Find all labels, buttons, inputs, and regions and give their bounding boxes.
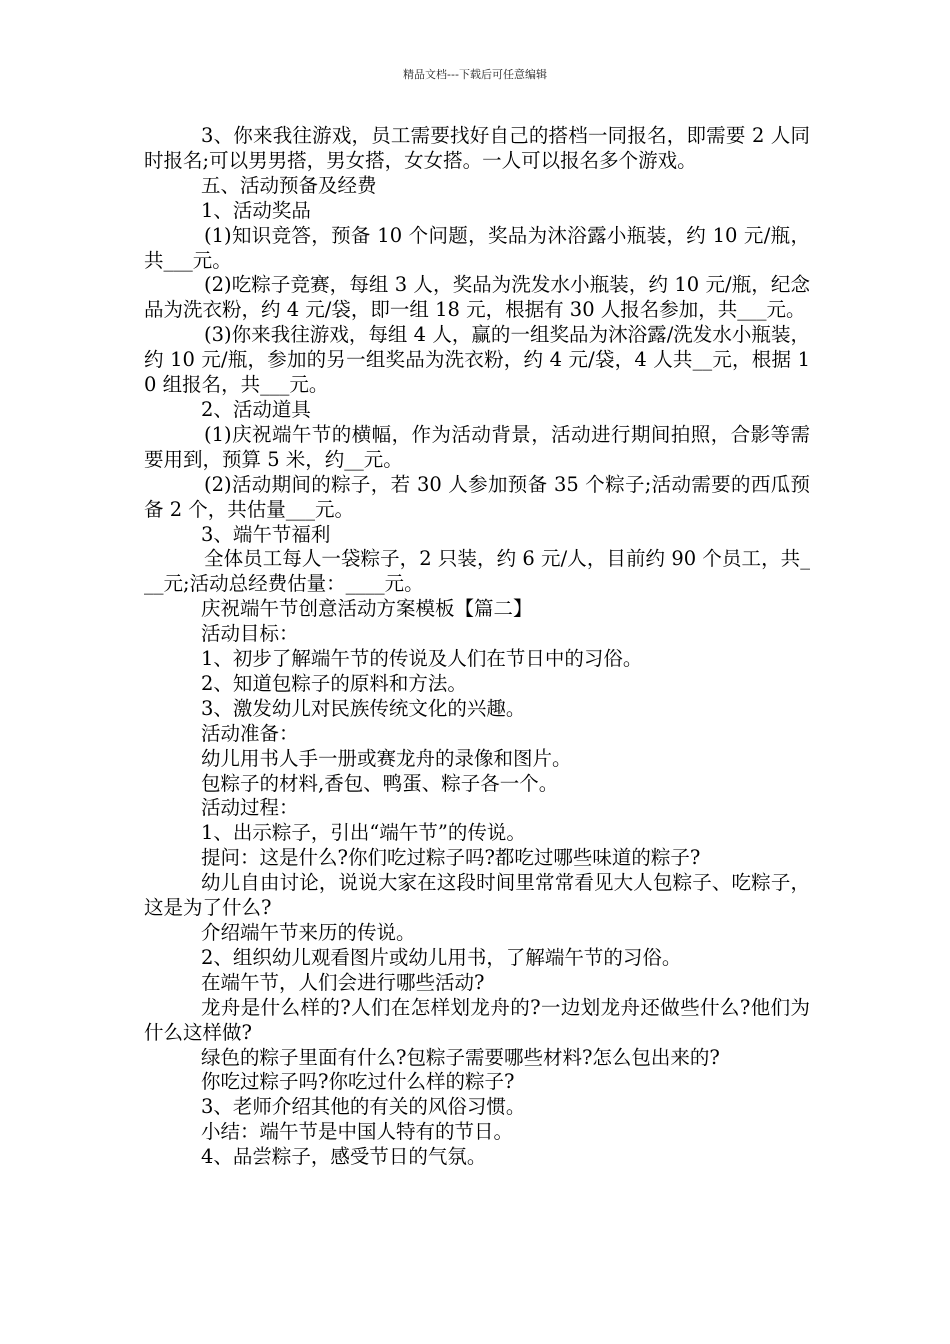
paragraph: 全体员工每人一袋粽子，2 只装，约 6 元/人，目前约 90 个员工，共___元;活动总经费估量：____元。 xyxy=(144,547,810,596)
subsection-heading: 3、端午节福利 xyxy=(201,522,331,546)
subsection-heading: 活动过程： xyxy=(201,796,299,820)
subsection-heading: 活动准备： xyxy=(201,721,299,745)
list-item: 1、出示粽子，引出“端午节”的传说。 xyxy=(201,821,526,845)
paragraph: 3、你来我往游戏，员工需要找好自己的搭档一同报名，即需要 2 人同时报名;可以男男搭，男女搭，女女搭。一人可以报名多个游戏。 xyxy=(144,124,810,172)
paragraph: 绿色的粽子里面有什么?包粽子需要哪些材料?怎么包出来的? xyxy=(201,1045,720,1069)
section-title: 庆祝端午节创意活动方案模板【篇二】 xyxy=(201,597,533,621)
paragraph: 龙舟是什么样的?人们在怎样划龙舟的?一边划龙舟还做些什么?他们为什么这样做? xyxy=(144,995,810,1044)
section-heading: 五、活动预备及经费 xyxy=(201,173,377,197)
subsection-heading: 活动目标： xyxy=(201,622,299,646)
paragraph: 你吃过粽子吗?你吃过什么样的粽子? xyxy=(201,1070,515,1094)
paragraph: 介绍端午节来历的传说。 xyxy=(201,921,416,944)
paragraph: 提问：这是什么?你们吃过粽子吗?都吃过哪些味道的粽子? xyxy=(201,846,701,870)
subsection-heading: 1、活动奖品 xyxy=(201,198,311,222)
paragraph: (3)你来我往游戏，每组 4 人，赢的一组奖品为沐浴露/洗发水小瓶装，约 10 元/瓶，参加的另一组奖品为洗衣粉，约 4 元/袋，4 人共__元，根据 10 组报名，共___元。 xyxy=(144,323,810,397)
list-item: 4、品尝粽子，感受节日的气氛。 xyxy=(201,1145,487,1169)
list-item: 2、组织幼儿观看图片或幼儿用书，了解端午节的习俗。 xyxy=(201,945,682,969)
document-body xyxy=(144,124,810,1170)
list-item: 3、激发幼儿对民族传统文化的兴趣。 xyxy=(201,696,526,720)
page-header: 精品文档---下载后可任意编辑 xyxy=(403,68,547,81)
paragraph: 包粽子的材料,香包、鸭蛋、粽子各一个。 xyxy=(201,771,559,795)
paragraph: 幼儿自由讨论，说说大家在这段时间里常常看见大人包粽子、吃粽子，这是为了什么? xyxy=(144,871,810,920)
paragraph: 在端午节，人们会进行哪些活动? xyxy=(201,970,485,994)
list-item: 1、初步了解端午节的传说及人们在节日中的习俗。 xyxy=(201,647,643,671)
paragraph: (1)庆祝端午节的横幅，作为活动背景，活动进行期间拍照，合影等需要用到，预算 5 米，约__元。 xyxy=(144,422,810,471)
list-item: 3、老师介绍其他的有关的风俗习惯。 xyxy=(201,1095,526,1119)
paragraph: 小结：端午节是中国人特有的节日。 xyxy=(201,1120,514,1144)
list-item: 2、知道包粽子的原料和方法。 xyxy=(201,671,467,695)
paragraph: (2)吃粽子竞赛，每组 3 人，奖品为洗发水小瓶装，约 10 元/瓶，纪念品为洗衣粉，约 4 元/袋，即一组 18 元，根据有 30 人报名参加，共___元。 xyxy=(144,273,810,322)
subsection-heading: 2、活动道具 xyxy=(201,397,311,421)
paragraph: (2)活动期间的粽子，若 30 人参加预备 35 个粽子;活动需要的西瓜预备 2 个，共估量___元。 xyxy=(144,472,810,521)
paragraph: 幼儿用书人手一册或赛龙舟的录像和图片。 xyxy=(201,746,572,770)
paragraph: (1)知识竞答，预备 10 个问题，奖品为沐浴露小瓶装，约 10 元/瓶，共___元。 xyxy=(144,223,810,272)
